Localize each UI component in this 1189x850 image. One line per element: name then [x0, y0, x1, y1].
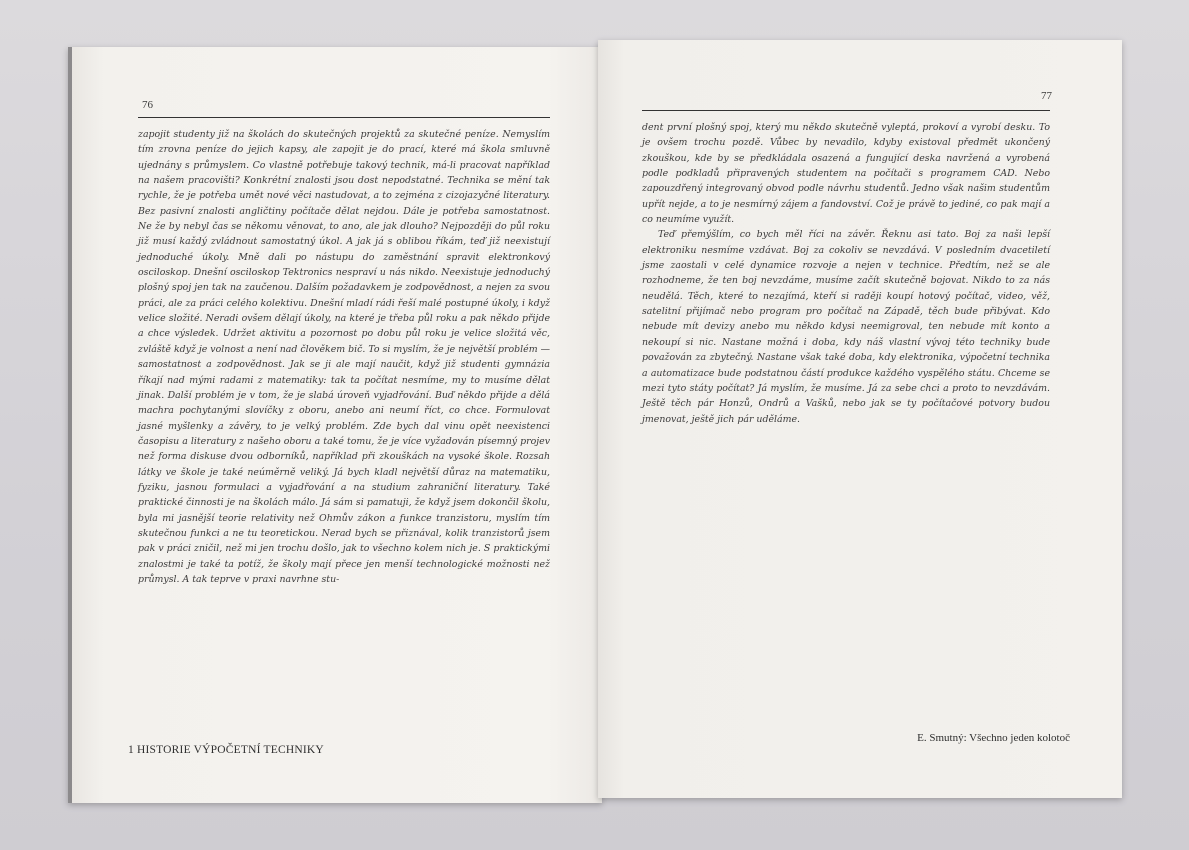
body-text	[138, 127, 550, 587]
running-footer: E. Smutný: Všechno jeden kolotoč	[917, 732, 1070, 744]
paragraph: Teď přemýšlím, co bych měl říci na závěr. Řeknu asi tato. Boj za naši lepší elektroniku nesmíme vzdávat. Boj za cokoliv se nevzdává. V posledním dvacetiletí jsme zaostali v celé dynamice rozvoje a nejen v technice. Předtím, než se ale rozhodneme, že ten boj nevzdáme, musíme začít skutečně bojovat. Nikdo to za nás neudělá. Těch, které to nezajímá, kteří si raději koupí hotový počítač, video, věž, satelitní přijímač nebo program pro počítač na Západě, těch bude přibývat. Kdo nebude mít devizy anebo mu někdo kdysi neemigroval, ten nebude mít konto a nekoupí si nic. Nastane možná i doba, kdy náš vlastní vývoj této techniky bude považován za zbytečný. Nastane však také doba, kdy elektronika, výpočetní technika a automatizace bude podstatnou částí produkce každého vyspělého státu. Chceme se mezi tyto státy počítat? Já myslím, že musíme. Já za sebe chci a proto to nevzdávám. Ještě těch pár Honzů, Ondrů a Vašků, nebo jak se ty počítačové potvory budou jmenovat, ještě jich pár uděláme.	[642, 229, 1050, 425]
header-rule	[642, 110, 1050, 111]
running-footer: 1 HISTORIE VÝPOČETNÍ TECHNIKY	[128, 744, 324, 756]
paragraph: zapojit studenty již na školách do skutečných projektů za skutečné peníze. Nemyslím tím zrovna peníze do jejich kapsy, ale zapojit je do prací, které má škola smluvně ujednány s průmyslem. Co vlastně potřebuje takový technik, má-li pracovat například na našem pracovišti? Konkrétní znalosti jsou dost nepodstatné. Technika se mění tak rychle, že je potřeba umět nové věci nastudovat, a to zejména z cizojazyčné literatury. Bez pasivní znalosti angličtiny počítače dělat nejdou. Dále je potřeba samostatnost. Ne že by nebyl čas se někomu věnovat, to ano, ale jak dlouho? Nejpozději do půl roku již musí každý zvládnout samostatný úkol. A jak já s oblibou říkám, teď již neexistují jednoduché úkoly. Mně dali po nástupu do zaměstnání spravit elektronkový osciloskop. Dnešní osciloskop Tektronics nespraví u nás nikdo. Neexistuje jednoduchý plošný spoj jen tak na zaučenou. Dalším požadavkem je zodpovědnost, a nejen za svou práci, ale za práci celého kolektivu. Dnešní mladí rádi řeší malé postupné úkoly, i když velice složité. Neradi ovšem dělají úkoly, na které je třeba půl roku a pak někdo přijde a chce výsledek. Udržet aktivitu a pozornost po dobu půl roku je velice složitá věc, zvláště když je volnost a není nad člověkem bič. To si myslím, že je největší problém — samostatnost a zodpovědnost. Jak se ji ale mají naučit, když již studenti gymnázia říkají nad mými radami z matematiky: tak ta počítat nesmíme, my to musíme dělat jinak. Další problém je v tom, že je slabá úroveň vyjadřování. Buď někdo přijde a dělá machra pochytanými slovíčky z oboru, anebo ani neumí říct, co chce. Formulovat jasné myšlenky a závěry, to je velký problém. Zde bych dal vinu opět neexistenci časopisu a literatury z našeho oboru a také tomu, že je více vyžadován písemný projev než forma diskuse dvou odborníků, například při zkouškách na vysoké škole. Rozsah látky ve škole je také neúměrně veliký. Já bych kladl největší důraz na matematiku, fyziku, jasnou formulaci a vyjadřování a na studium zahraniční literatury. Také praktické činnosti je na školách málo. Já sám si pamatuji, že když jsem dokončil školu, byla mi jasnější teorie relativity než Ohmův zákon a funkce tranzistoru, myslím tím skutečnou funkci a ne tu teoretickou. Nerad bych se přiznával, kolik tranzistorů jsem pak v práci zničil, než mi jen trochu došlo, jak to všechno kolem nich je. S praktickými znalostmi je také ta potíž, že školy mají přece jen menší technologické možnosti než průmysl. A tak teprve v praxi navrhne stu-	[138, 129, 550, 585]
body-text	[642, 120, 1050, 427]
right-page	[598, 40, 1122, 798]
header-rule	[138, 117, 550, 118]
paragraph: dent první plošný spoj, který mu někdo skutečně vyleptá, prokoví a vyrobí desku. To je ovšem trochu pozdě. Vůbec by nevadilo, kdyby existoval předmět ukončený zkouškou, kde by se předkládala osazená a fungující deska navržená a vyrobená podle podkladů připravených studentem na počítači s programem CAD. Nebo zapouzdřený integrovaný obvod podle návrhu studentů. Jedno však našim studentům upřít nejde, a to je nesmírný zájem a fandovství. Což je právě to jediné, co pak mají a co neumíme využít.	[642, 122, 1050, 226]
page-number: 77	[1041, 90, 1052, 102]
page-number: 76	[142, 99, 153, 111]
left-page	[68, 47, 602, 803]
